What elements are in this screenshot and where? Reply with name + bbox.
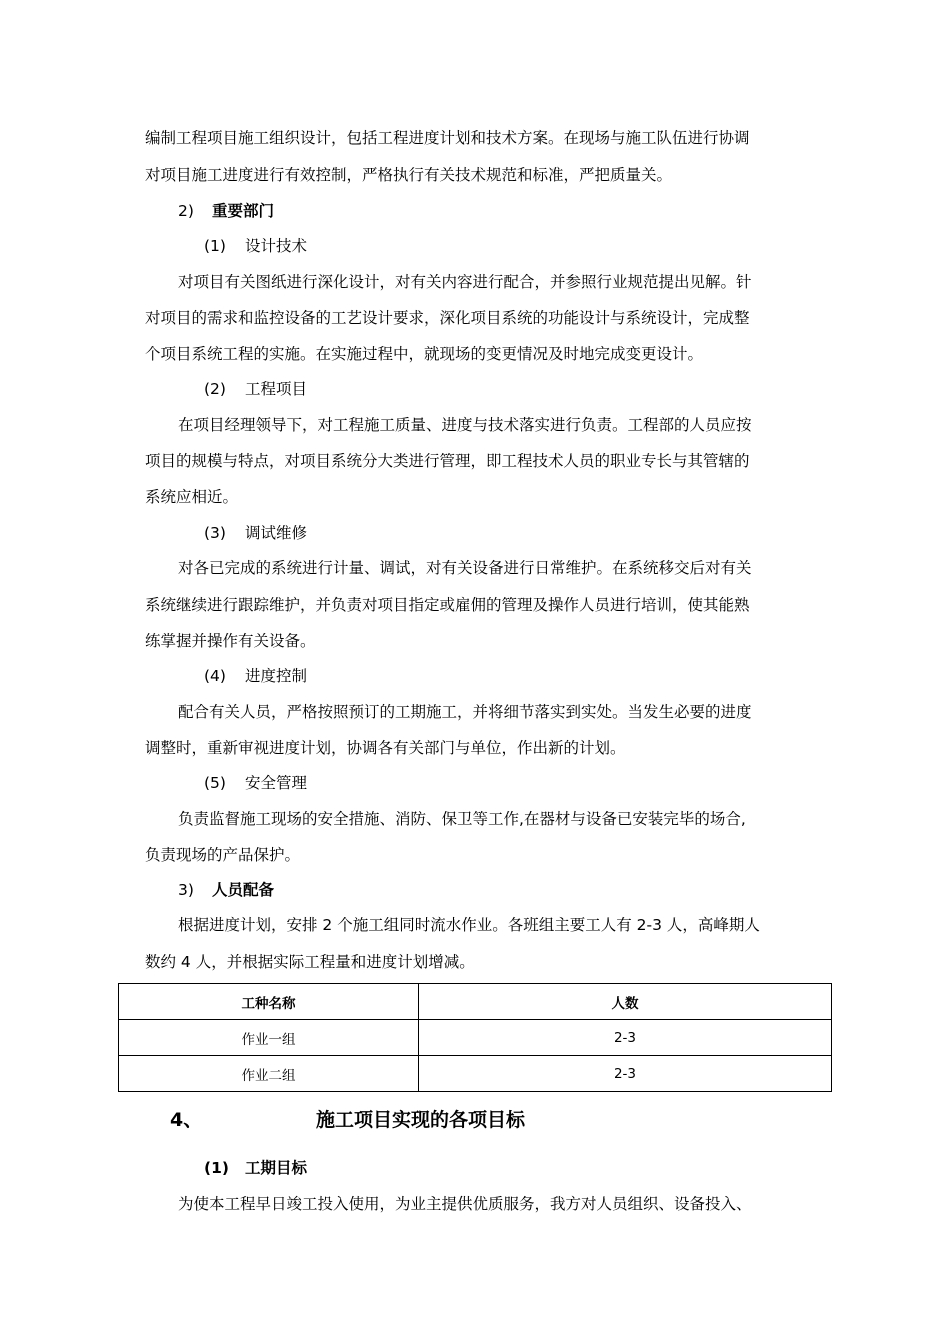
section-heading: 人员配备: [212, 881, 275, 899]
table-cell: 2-3: [419, 1056, 832, 1092]
subsection-heading: 调试维修: [245, 524, 308, 542]
paragraph-line: 负责监督施工现场的安全措施、消防、保卫等工作,在器材与设备已安装完毕的场合,: [178, 810, 746, 828]
section-number: 2): [178, 202, 194, 220]
paragraph-line: 在项目经理领导下，对工程施工质量、进度与技术落实进行负责。工程部的人员应按: [178, 416, 752, 434]
paragraph-line: 系统继续进行跟踪维护，并负责对项目指定或雇佣的管理及操作人员进行培训，使其能熟: [145, 596, 750, 614]
paragraph-line: 对项目施工进度进行有效控制，严格执行有关技术规范和标准，严把质量关。: [145, 166, 673, 184]
subsection-heading: 工期目标: [245, 1159, 308, 1177]
subsection-heading: 设计技术: [245, 237, 308, 255]
paragraph-line: 对项目有关图纸进行深化设计，对有关内容进行配合，并参照行业规范提出见解。针: [178, 273, 752, 291]
table-row: [119, 1056, 832, 1092]
staffing-table: [118, 983, 832, 1092]
paragraph-line: 个项目系统工程的实施。在实施过程中，就现场的变更情况及时地完成变更设计。: [145, 345, 704, 363]
paragraph-line: 编制工程项目施工组织设计，包括工程进度计划和技术方案。在现场与施工队伍进行协调: [145, 129, 750, 147]
table-header-row: [119, 984, 832, 1020]
paragraph-line: 为使本工程早日竣工投入使用，为业主提供优质服务，我方对人员组织、设备投入、: [178, 1195, 752, 1213]
paragraph-line: 练掌握并操作有关设备。: [145, 632, 316, 650]
paragraph-line: 负责现场的产品保护。: [145, 846, 301, 864]
subsection-number: (1): [204, 1159, 229, 1177]
table-row: [119, 1020, 832, 1056]
paragraph-line: 系统应相近。: [145, 488, 239, 506]
chapter-number: 4、: [170, 1109, 203, 1131]
paragraph-line: 根据进度计划，安排 2 个施工组同时流水作业。各班组主要工人有 2-3 人，高峰期人: [178, 916, 760, 934]
paragraph-line: 数约 4 人，并根据实际工程量和进度计划增减。: [145, 953, 475, 971]
subsection-number: (5): [204, 774, 226, 792]
paragraph-line: 调整时，重新审视进度计划，协调各有关部门与单位，作出新的计划。: [145, 739, 626, 757]
table-cell: 作业二组: [119, 1056, 419, 1092]
section-number: 3): [178, 881, 194, 899]
subsection-number: (1): [204, 237, 226, 255]
section-heading: 重要部门: [212, 202, 275, 220]
subsection-heading: 进度控制: [245, 667, 308, 685]
subsection-number: (3): [204, 524, 226, 542]
subsection-heading: 工程项目: [245, 380, 308, 398]
table-cell: 作业一组: [119, 1020, 419, 1056]
subsection-heading: 安全管理: [245, 774, 308, 792]
paragraph-line: 对项目的需求和监控设备的工艺设计要求，深化项目系统的功能设计与系统设计，完成整: [145, 309, 750, 327]
paragraph-line: 项目的规模与特点，对项目系统分大类进行管理，即工程技术人员的职业专长与其管辖的: [145, 452, 750, 470]
subsection-number: (2): [204, 380, 226, 398]
column-header: 工种名称: [119, 984, 419, 1020]
paragraph-line: 配合有关人员，严格按照预订的工期施工，并将细节落实到实处。当发生必要的进度: [178, 703, 752, 721]
chapter-heading: 施工项目实现的各项目标: [316, 1109, 526, 1131]
column-header: 人数: [419, 984, 832, 1020]
paragraph-line: 对各已完成的系统进行计量、调试，对有关设备进行日常维护。在系统移交后对有关: [178, 559, 752, 577]
subsection-number: (4): [204, 667, 226, 685]
table-cell: 2-3: [419, 1020, 832, 1056]
